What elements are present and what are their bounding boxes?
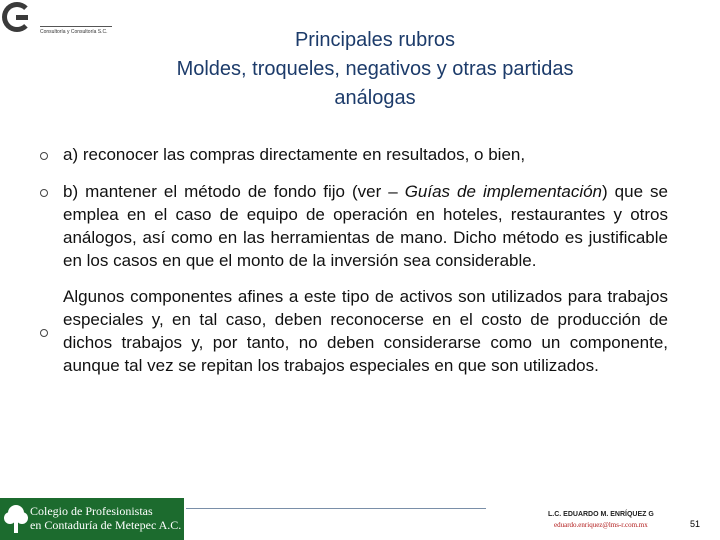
college-name-line-1: Colegio de Profesionistas xyxy=(30,504,153,518)
title-line-3: análogas xyxy=(334,87,416,109)
guides-reference: Guías de implementación xyxy=(404,182,603,201)
author-info xyxy=(548,510,654,530)
college-name-line-2: en Contaduría de Metepec A.C. xyxy=(30,518,182,532)
slide-body xyxy=(63,143,668,377)
bullet-icon xyxy=(40,329,48,337)
bullet-icon xyxy=(40,152,48,160)
title-line-2: Moldes, troqueles, negativos y otras partidas xyxy=(176,58,574,80)
author-name: L.C. EDUARDO M. ENRÍQUEZ G xyxy=(548,511,654,518)
bullet-icon xyxy=(40,189,48,197)
page-number: 51 xyxy=(690,519,701,529)
title-line-1: Principales rubros xyxy=(294,29,456,51)
college-logo xyxy=(0,498,184,540)
paragraph-components: Algunos componentes afines a este tipo de activos son utilizados para trabajos especiales y, en tal caso, deben reconocerse en el costo de producción de dichos trabajos y, por tanto, no deben considerarse como un componente, aunque tal vez se repitan los trabajos especiales en que son utilizados. xyxy=(63,287,668,375)
tree-icon xyxy=(4,504,28,534)
footer-divider xyxy=(186,508,486,509)
slide-title xyxy=(80,26,670,113)
paragraph-a: a) reconocer las compras directamente en resultados, o bien, xyxy=(63,145,526,164)
author-email: eduardo.enriquez@lms-r.com.mx xyxy=(554,521,648,529)
logo-caption: Consultoría y Consultoría S.C. xyxy=(40,29,108,35)
paragraph-b: b) mantener el método de fondo fijo (ver – Guías de implementación) que se emplea en el caso de equipo de operación en hoteles, restaurantes y otros análogos, así como en las herramientas de mano. Dicho método es justificable en los casos en que el monto de la inversión sea considerable. xyxy=(63,182,668,270)
